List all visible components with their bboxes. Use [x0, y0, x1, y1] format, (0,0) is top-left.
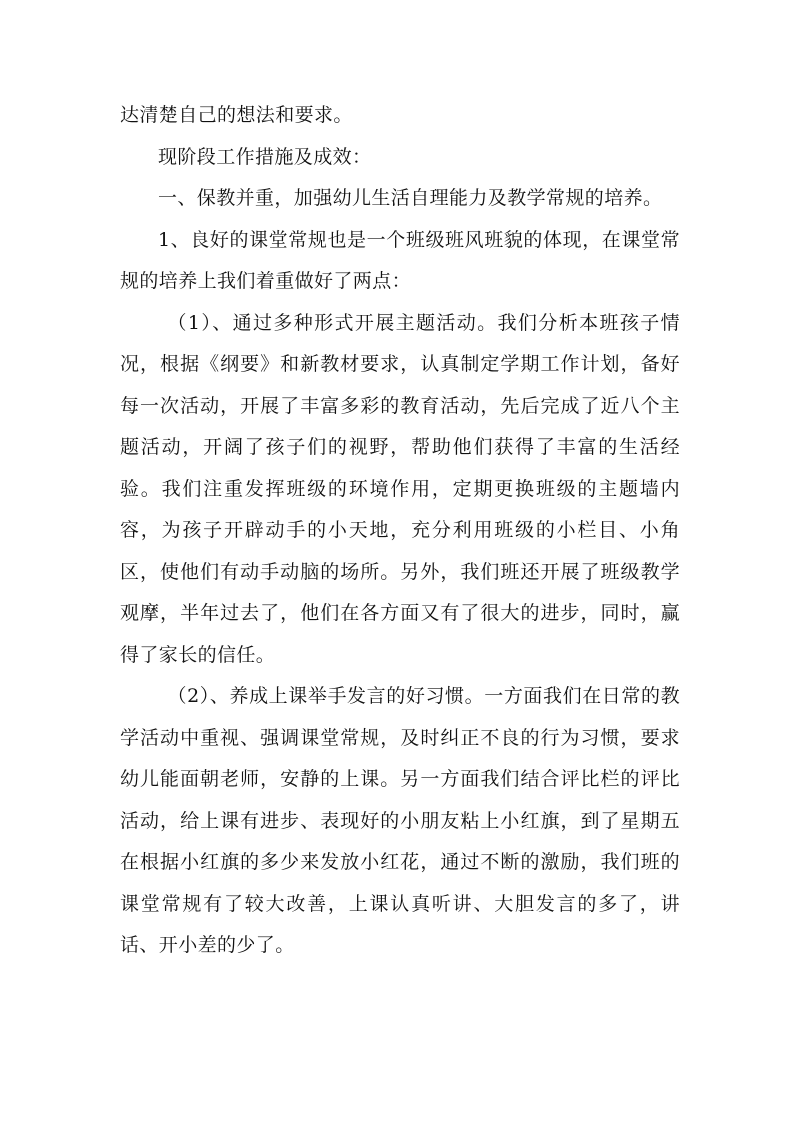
paragraph-section-heading: 现阶段工作措施及成效：	[158, 145, 372, 168]
paragraph-point-one: 一、保教并重，加强幼儿生活自理能力及教学常规的培养。	[158, 187, 663, 209]
document-body	[120, 95, 680, 967]
paragraph-subitem-2: （2）、养成上课举手发言的好习惯。一方面我们在日常的教学活动中重视、强调课堂常规，及时纠正不良的行为习惯，要求幼儿能面朝老师，安静的上课。另一方面我们结合评比栏的评比活动，给上课有进步、表现好的小朋友粘上小红旗，到了星期五在根据小红旗的多少来发放小红花，通过不断的激励，我们班的课堂常规有了较大改善，上课认真听讲、大胆发言的多了，讲话、开小差的少了。	[120, 685, 680, 956]
paragraph-item-1: 1、良好的课堂常规也是一个班级班风班貌的体现，在课堂常规的培养上我们着重做好了两点：	[120, 228, 680, 292]
paragraph-subitem-1: （1）、通过多种形式开展主题活动。我们分析本班孩子情况，根据《纲要》和新教材要求，认真制定学期工作计划，备好每一次活动，开展了丰富多彩的教育活动，先后完成了近八个主题活动，开阔了孩子们的视野，帮助他们获得了丰富的生活经验。我们注重发挥班级的环境作用，定期更换班级的主题墙内容，为孩子开辟动手的小天地，充分利用班级的小栏目、小角区，使他们有动手动脑的场所。另外，我们班还开展了班级教学观摩，半年过去了，他们在各方面又有了很大的进步，同时，赢得了家长的信任。	[120, 311, 680, 666]
paragraph-continuation: 达清楚自己的想法和要求。	[120, 104, 353, 126]
